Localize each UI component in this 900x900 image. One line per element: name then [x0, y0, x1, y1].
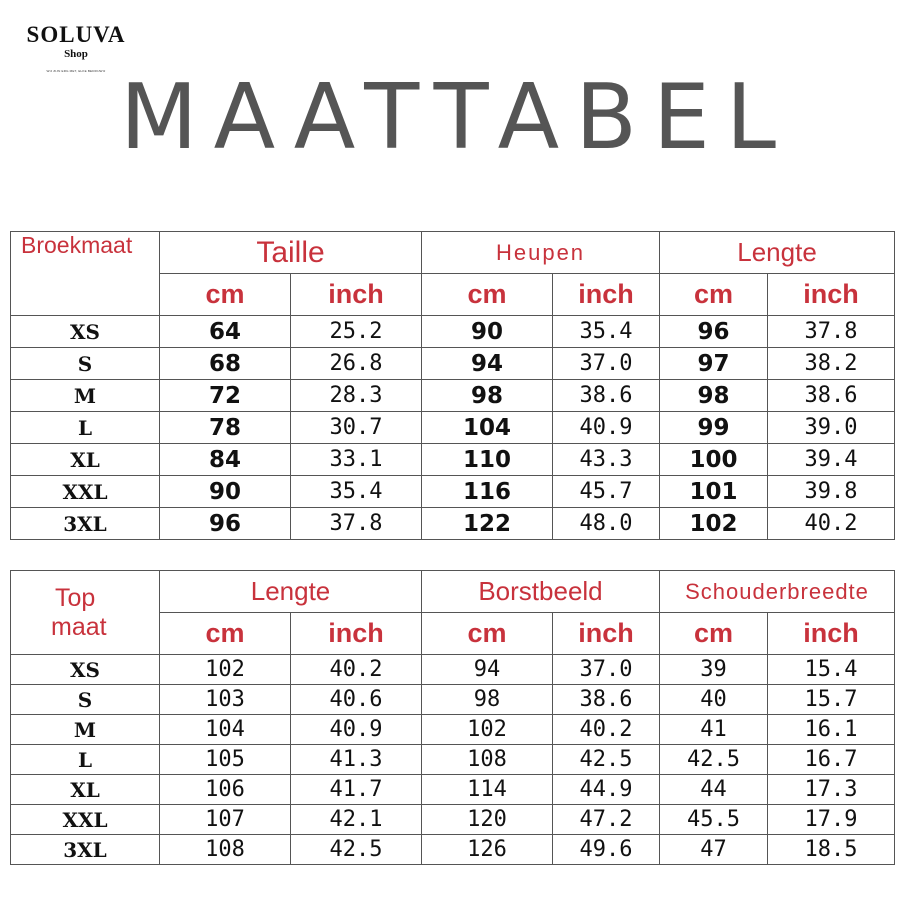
- size-value: 39.4: [768, 444, 895, 476]
- size-value: 17.3: [768, 775, 895, 805]
- top-unit-header: cm: [422, 613, 553, 655]
- logo-tagline: WIJ ZIJN ERG MET, ELKE BEDRIJWIJ: [46, 69, 106, 73]
- size-value: 102: [422, 715, 553, 745]
- top-corner-label: maat: [11, 613, 160, 655]
- size-value: 99: [660, 412, 768, 444]
- size-value: 47: [660, 835, 768, 865]
- size-value: 42.1: [291, 805, 422, 835]
- table-row: [11, 655, 895, 685]
- size-label: M: [11, 715, 160, 745]
- size-value: 26.8: [291, 348, 422, 380]
- top-unit-header: cm: [160, 613, 291, 655]
- size-value: 39.0: [768, 412, 895, 444]
- table-row: [11, 685, 895, 715]
- size-value: 40.9: [291, 715, 422, 745]
- size-label: XXL: [11, 476, 160, 508]
- size-value: 68: [160, 348, 291, 380]
- page-title: MAATTABEL: [119, 65, 792, 170]
- size-value: 45.5: [660, 805, 768, 835]
- size-value: 44.9: [553, 775, 660, 805]
- size-value: 107: [160, 805, 291, 835]
- size-value: 37.0: [553, 655, 660, 685]
- size-value: 38.6: [553, 685, 660, 715]
- size-value: 98: [660, 380, 768, 412]
- size-value: 42.5: [291, 835, 422, 865]
- size-value: 44: [660, 775, 768, 805]
- size-value: 40.2: [768, 508, 895, 540]
- size-value: 39.8: [768, 476, 895, 508]
- table-row: [11, 508, 895, 540]
- size-value: 40.9: [553, 412, 660, 444]
- size-value: 35.4: [553, 316, 660, 348]
- size-label: 3XL: [11, 835, 160, 865]
- pants-unit-header: cm: [660, 274, 768, 316]
- size-value: 38.2: [768, 348, 895, 380]
- size-value: 78: [160, 412, 291, 444]
- logo: [16, 22, 136, 74]
- pants-group-header: Lengte: [660, 232, 895, 274]
- size-value: 49.6: [553, 835, 660, 865]
- size-label: XL: [11, 444, 160, 476]
- top-group-header: Schouderbreedte: [660, 571, 895, 613]
- size-value: 110: [422, 444, 553, 476]
- size-value: 94: [422, 348, 553, 380]
- pants-group-header: Heupen: [422, 232, 660, 274]
- size-value: 15.4: [768, 655, 895, 685]
- logo-name: SOLUVA: [26, 22, 126, 47]
- table-row: [11, 745, 895, 775]
- size-value: 41.3: [291, 745, 422, 775]
- size-label: XXL: [11, 805, 160, 835]
- size-value: 106: [160, 775, 291, 805]
- size-value: 72: [160, 380, 291, 412]
- size-value: 120: [422, 805, 553, 835]
- size-label: XS: [11, 655, 160, 685]
- size-value: 104: [422, 412, 553, 444]
- size-label: L: [11, 745, 160, 775]
- size-value: 105: [160, 745, 291, 775]
- size-value: 16.1: [768, 715, 895, 745]
- size-value: 108: [422, 745, 553, 775]
- size-value: 38.6: [768, 380, 895, 412]
- size-value: 38.6: [553, 380, 660, 412]
- size-value: 37.8: [768, 316, 895, 348]
- pants-unit-header: cm: [422, 274, 553, 316]
- table-row: [11, 348, 895, 380]
- size-value: 104: [160, 715, 291, 745]
- size-value: 102: [660, 508, 768, 540]
- pants-size-table: [10, 231, 895, 540]
- pants-group-header: Taille: [160, 232, 422, 274]
- size-value: 108: [160, 835, 291, 865]
- size-value: 33.1: [291, 444, 422, 476]
- size-value: 16.7: [768, 745, 895, 775]
- size-value: 40.6: [291, 685, 422, 715]
- size-value: 28.3: [291, 380, 422, 412]
- size-label: S: [11, 685, 160, 715]
- size-label: XL: [11, 775, 160, 805]
- logo-sub: Shop: [64, 48, 88, 60]
- size-value: 126: [422, 835, 553, 865]
- size-value: 98: [422, 685, 553, 715]
- top-size-table: [10, 570, 895, 865]
- size-value: 40.2: [553, 715, 660, 745]
- top-corner-label: Top: [11, 571, 160, 613]
- table-row: [11, 476, 895, 508]
- table-row: [11, 775, 895, 805]
- table-row: [11, 380, 895, 412]
- top-unit-header: inch: [553, 613, 660, 655]
- size-value: 30.7: [291, 412, 422, 444]
- size-value: 90: [422, 316, 553, 348]
- size-value: 48.0: [553, 508, 660, 540]
- top-unit-header: inch: [291, 613, 422, 655]
- size-value: 43.3: [553, 444, 660, 476]
- size-value: 17.9: [768, 805, 895, 835]
- size-value: 37.8: [291, 508, 422, 540]
- table-row: [11, 316, 895, 348]
- top-group-header: Lengte: [160, 571, 422, 613]
- size-value: 35.4: [291, 476, 422, 508]
- size-value: 40: [660, 685, 768, 715]
- size-label: 3XL: [11, 508, 160, 540]
- size-value: 114: [422, 775, 553, 805]
- size-value: 94: [422, 655, 553, 685]
- size-label: XS: [11, 316, 160, 348]
- size-value: 42.5: [553, 745, 660, 775]
- size-value: 25.2: [291, 316, 422, 348]
- size-value: 42.5: [660, 745, 768, 775]
- table-row: [11, 412, 895, 444]
- top-group-header: Borstbeeld: [422, 571, 660, 613]
- top-unit-header: inch: [768, 613, 895, 655]
- size-value: 102: [160, 655, 291, 685]
- table-row: [11, 715, 895, 745]
- size-value: 47.2: [553, 805, 660, 835]
- size-label: M: [11, 380, 160, 412]
- pants-unit-header: inch: [553, 274, 660, 316]
- size-value: 96: [160, 508, 291, 540]
- size-value: 100: [660, 444, 768, 476]
- size-value: 84: [160, 444, 291, 476]
- table-row: [11, 805, 895, 835]
- pants-unit-header: cm: [160, 274, 291, 316]
- table-row: [11, 444, 895, 476]
- top-unit-header: cm: [660, 613, 768, 655]
- size-value: 122: [422, 508, 553, 540]
- size-value: 101: [660, 476, 768, 508]
- size-label: S: [11, 348, 160, 380]
- pants-unit-header: inch: [291, 274, 422, 316]
- table-row: [11, 835, 895, 865]
- size-value: 41.7: [291, 775, 422, 805]
- size-value: 40.2: [291, 655, 422, 685]
- size-value: 41: [660, 715, 768, 745]
- size-value: 90: [160, 476, 291, 508]
- size-value: 96: [660, 316, 768, 348]
- pants-corner-label: Broekmaat: [11, 232, 160, 274]
- size-value: 37.0: [553, 348, 660, 380]
- size-value: 15.7: [768, 685, 895, 715]
- size-value: 116: [422, 476, 553, 508]
- size-value: 103: [160, 685, 291, 715]
- size-value: 97: [660, 348, 768, 380]
- size-value: 64: [160, 316, 291, 348]
- size-value: 39: [660, 655, 768, 685]
- size-label: L: [11, 412, 160, 444]
- size-value: 18.5: [768, 835, 895, 865]
- pants-unit-header: inch: [768, 274, 895, 316]
- size-value: 98: [422, 380, 553, 412]
- pants-corner-empty: [11, 274, 160, 316]
- size-value: 45.7: [553, 476, 660, 508]
